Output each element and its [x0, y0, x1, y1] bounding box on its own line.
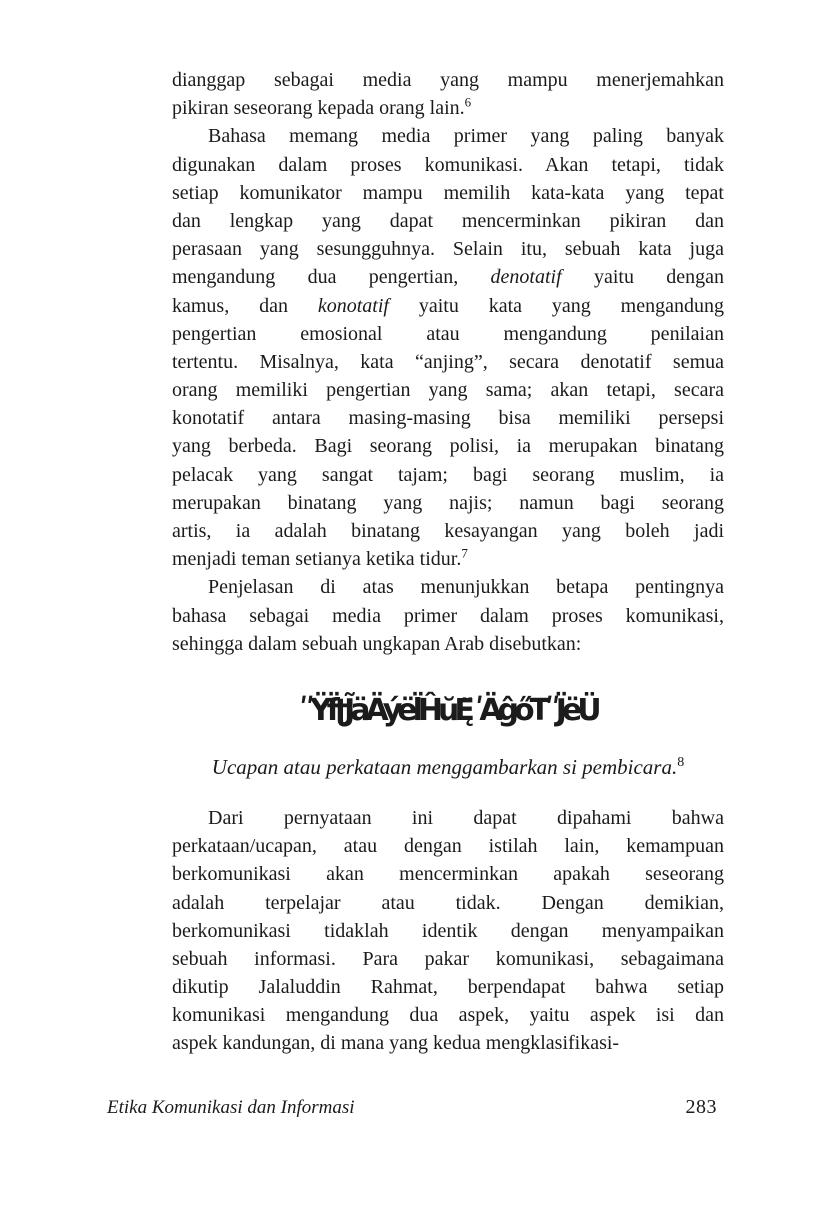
text-segment: tertentu. Misalnya, kata “anjing”, secara denotatif semua [172, 350, 724, 373]
text-segment: yaitu kata yang mengandung [388, 294, 724, 317]
text-segment: Dari pernyataan ini dapat dipahami bahwa [208, 806, 724, 829]
text-line [172, 122, 724, 150]
text-segment: perasaan yang sesungguhnya. Selain itu, sebuah kata juga [172, 238, 724, 261]
text-line [172, 573, 724, 601]
text-segment: orang memiliki pengertian yang sama; akan tetapi, secara [172, 379, 724, 402]
paragraph-2 [172, 122, 724, 573]
text-line [172, 945, 724, 973]
text-line [172, 292, 724, 320]
paragraph-1 [172, 66, 724, 122]
text-segment: konotatif antara masing-masing bisa memiliki persepsi [172, 407, 724, 430]
quote-translation [172, 752, 724, 782]
paragraph-4 [172, 804, 724, 1058]
text-segment: dianggap sebagai media yang mampu menerjemahkan [172, 69, 724, 91]
text-line [172, 545, 724, 573]
running-title: Etika Komunikasi dan Informasi [107, 1097, 355, 1118]
arabic-quote: ʺŸf̈ʈJ̃äÄýël̈ĤŭĘ̈ ʹÄĝőTʺJ̈ëÜ [299, 692, 597, 728]
text-line [172, 348, 724, 376]
text-segment: dikutip Jalaluddin Rahmat, berpendapat bahwa setiap [172, 976, 724, 999]
text-segment: yang berbeda. Bagi seorang polisi, ia merupakan binatang [172, 435, 724, 458]
text-segment: komunikasi mengandung dua aspek, yaitu aspek isi dan [172, 1004, 724, 1027]
text-line [172, 602, 724, 630]
text-segment: aspek kandungan, di mana yang kedua mengklasifikasi- [172, 1032, 620, 1055]
text-line [172, 860, 724, 888]
text-segment: mengandung dua pengertian, [172, 266, 491, 289]
text-segment: bahasa sebagai media primer dalam proses komunikasi, [172, 604, 724, 627]
text-line [172, 1001, 724, 1029]
text-segment: perkataan/ucapan, atau dengan istilah lain, kemampuan [172, 835, 724, 858]
text-segment: setiap komunikator mampu memilih kata-kata yang tepat [172, 181, 724, 204]
text-line [172, 179, 724, 207]
text-segment: digunakan dalam proses komunikasi. Akan tetapi, tidak [172, 153, 724, 176]
text-segment: Penjelasan di atas menunjukkan betapa pentingnya [208, 576, 724, 599]
text-block [172, 66, 724, 1058]
text-line [172, 832, 724, 860]
text-segment: pelacak yang sangat tajam; bagi seorang muslim, ia [172, 463, 724, 486]
text-line [172, 320, 724, 348]
text-segment: dan lengkap yang dapat mencerminkan pikiran dan [172, 209, 724, 232]
text-line [172, 263, 724, 291]
text-segment: sehingga dalam sebuah ungkapan Arab disebutkan: [172, 632, 582, 655]
text-segment: yaitu dengan [561, 266, 725, 289]
text-line [172, 973, 724, 1001]
text-line [172, 517, 724, 545]
footnote-ref-7: 7 [461, 545, 468, 561]
text-line [172, 804, 724, 832]
text-line [172, 207, 724, 235]
page-number: 283 [685, 1096, 717, 1118]
footnote-ref-6: 6 [464, 94, 472, 110]
text-segment: pengertian emosional atau mengandung penilaian [172, 322, 724, 345]
paragraph-3 [172, 573, 724, 658]
text-line [172, 376, 724, 404]
text-line [172, 235, 724, 263]
footnote-ref-8: 8 [677, 754, 685, 770]
text-segment: merupakan binatang yang najis; namun bagi seorang [172, 491, 724, 514]
text-segment: adalah terpelajar atau tidak. Dengan demikian, [172, 891, 724, 914]
text-line [172, 66, 724, 94]
text-segment: artis, ia adalah binatang kesayangan yang boleh jadi [172, 520, 724, 542]
text-line [172, 432, 724, 460]
text-segment: berkomunikasi akan mencerminkan apakah seseorang [172, 863, 724, 886]
text-segment: berkomunikasi tidaklah identik dengan menyampaikan [172, 919, 724, 942]
text-segment: Bahasa memang media primer yang paling banyak [208, 125, 724, 148]
text-segment: menjadi teman setianya ketika tidur. [172, 548, 462, 571]
text-line [172, 461, 724, 489]
text-line [172, 151, 724, 179]
text-segment: sebuah informasi. Para pakar komunikasi, sebagaimana [172, 947, 724, 970]
text-segment: Ucapan atau perkataan menggambarkan si pembicara. [211, 754, 678, 779]
text-segment: konotatif [317, 294, 389, 317]
text-segment: denotatif [490, 266, 562, 289]
text-segment: pikiran seseorang kepada orang lain. [172, 97, 465, 120]
text-line [172, 889, 724, 917]
text-line [172, 404, 724, 432]
text-line [172, 1029, 724, 1057]
text-line [172, 917, 724, 945]
text-line [172, 630, 724, 658]
text-line [172, 489, 724, 517]
text-segment: kamus, dan [172, 294, 318, 317]
text-line [172, 94, 724, 122]
page-footer [107, 1096, 717, 1119]
